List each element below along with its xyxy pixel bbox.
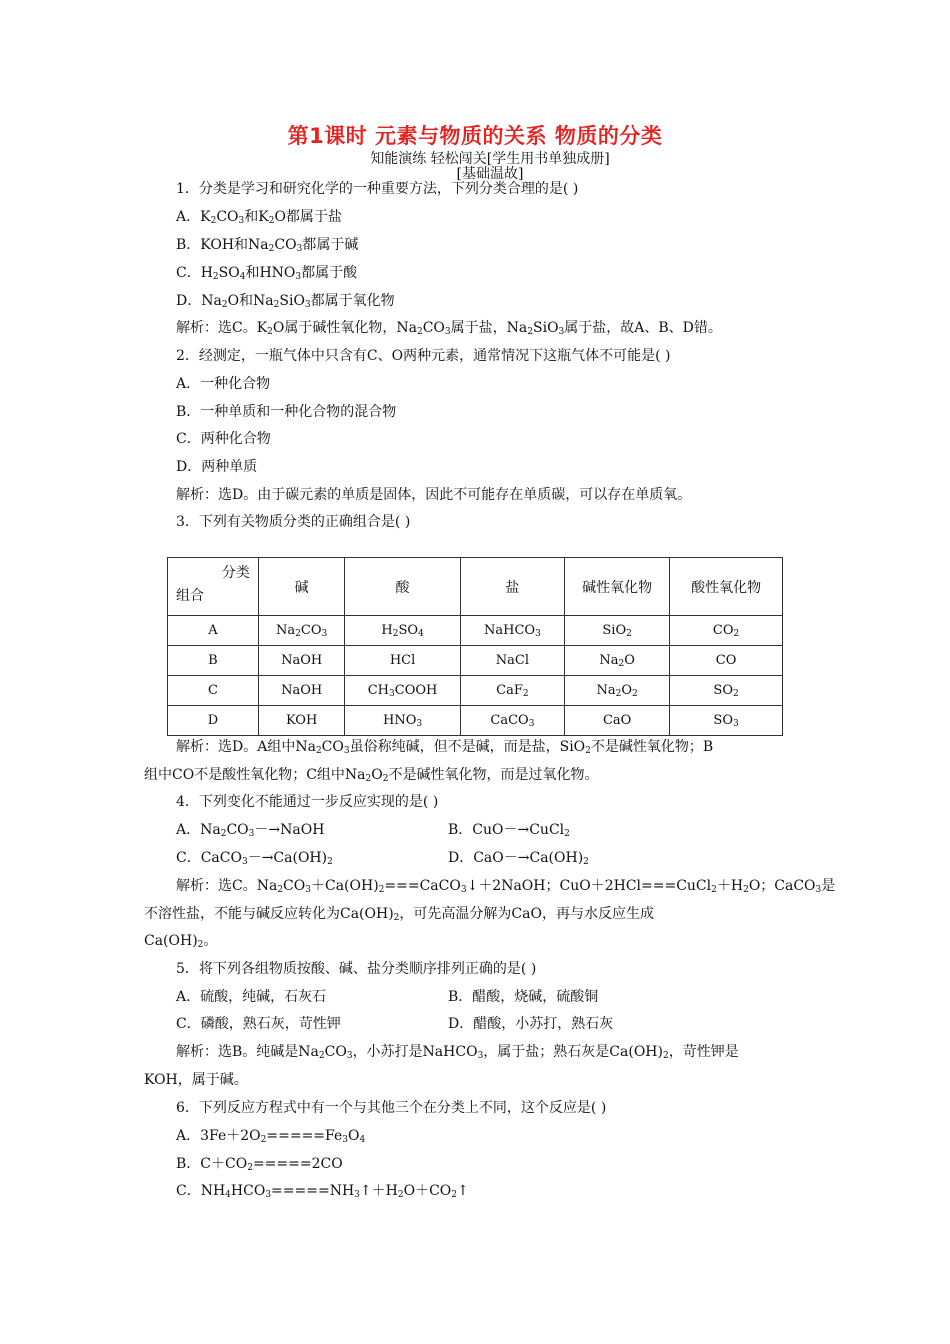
table-cell: CaCO$_3$ <box>460 706 564 736</box>
table-cell: $CH_3COOH$ <box>345 676 460 706</box>
q4-answer-line3: $Ca(OH)_2$。 <box>144 933 218 950</box>
q3-stem: 3．下列有关物质分类的正确组合是( ) <box>176 514 411 530</box>
classification-table <box>167 557 783 736</box>
q3-answer-line1: 解析：选D。A组中$Na_2CO_3$虽俗称纯碱，但不是碱，而是盐，SiO$_2$不是碱性氧化物；B <box>176 739 714 756</box>
q2-stem: 2．经测定，一瓶气体中只含有C、O两种元素，通常情况下这瓶气体不可能是( ) <box>176 348 671 364</box>
table-cell: $Na_2O$ <box>565 646 670 676</box>
table-corner-cell <box>168 558 259 616</box>
q5-answer-line2: KOH，属于碱。 <box>144 1072 248 1088</box>
table-header-row <box>168 558 783 616</box>
corner-bottom-label: 组合 <box>176 588 204 604</box>
q1-stem: 1．分类是学习和研究化学的一种重要方法，下列分类合理的是( ) <box>176 181 579 197</box>
table-row <box>168 676 783 706</box>
q4-option-d: D．$CaO-\to Ca(OH)_2$ <box>448 850 589 867</box>
table-header-cell: 盐 <box>460 558 564 616</box>
section-heading: [基础温故] <box>456 166 524 182</box>
table-cell: $HNO_3$ <box>345 706 460 736</box>
q2-option-c: C．两种化合物 <box>176 431 271 447</box>
table-cell: KOH <box>258 706 345 736</box>
lesson-subtitle: 知能演练 轻松闯关[学生用书单独成册] <box>370 151 610 167</box>
table-cell: NaOH <box>258 676 345 706</box>
table-row-label: B <box>168 646 259 676</box>
table-cell: $SO_2$ <box>670 676 783 706</box>
q1-option-c: C．$H_2SO_4$和$HNO_3$都属于酸 <box>176 265 358 282</box>
table-row <box>168 646 783 676</box>
table-header-cell: 碱性氧化物 <box>565 558 670 616</box>
corner-top-label: 分类 <box>221 565 250 581</box>
q2-answer: 解析：选D。由于碳元素的单质是固体，因此不可能存在单质碳，可以存在单质氧。 <box>176 487 692 503</box>
table-row <box>168 616 783 646</box>
q6-option-b: B．$C+CO_2=====2CO$ <box>176 1156 343 1173</box>
table-header-cell: 酸 <box>345 558 460 616</box>
q1-option-a: A．$K_2CO_3$和$K_2O$都属于盐 <box>176 209 342 226</box>
table-cell: NaOH <box>258 646 345 676</box>
lesson-title: 第1课时 元素与物质的关系 物质的分类 <box>287 124 663 148</box>
q2-option-a: A．一种化合物 <box>176 376 271 392</box>
table-header-cell: 碱 <box>258 558 345 616</box>
q6-option-a: A．$3Fe+2O_2=====Fe_3O_4$ <box>176 1128 366 1145</box>
table-cell: CaF$_2$ <box>460 676 564 706</box>
q4-answer-line2: 不溶性盐，不能与碱反应转化为$Ca(OH)_2$，可先高温分解为CaO，再与水反应生成 <box>144 906 654 923</box>
q4-option-c: C．$CaCO_3-\to Ca(OH)_2$ <box>176 850 333 867</box>
q6-stem: 6．下列反应方程式中有一个与其他三个在分类上不同，这个反应是( ) <box>176 1100 607 1116</box>
table-cell: CO <box>670 646 783 676</box>
table-row-label: C <box>168 676 259 706</box>
q5-stem: 5．将下列各组物质按酸、碱、盐分类顺序排列正确的是( ) <box>176 961 537 977</box>
table-cell: HCl <box>345 646 460 676</box>
q4-answer-line1: 解析：选C。$Na_2CO_3+Ca(OH)_2===CaCO_3↓+2NaOH$；$CuO+2HCl===CuCl_2+H_2O$；CaCO$_3$是 <box>176 878 836 895</box>
table-row-label: D <box>168 706 259 736</box>
q1-option-d: D．$Na_2O$和$Na_2SiO_3$都属于氧化物 <box>176 293 395 310</box>
q6-option-c: C．$NH_4HCO_3=====NH_3↑+H_2O+CO_2↑$ <box>176 1183 469 1200</box>
table-cell: $Na_2CO_3$ <box>258 616 345 646</box>
table-cell: NaHCO$_3$ <box>460 616 564 646</box>
q5-answer-line1: 解析：选B。纯碱是$Na_2CO_3$，小苏打是NaHCO$_3$，属于盐；熟石灰是$Ca(OH)_2$，苛性钾是 <box>176 1044 739 1061</box>
table-row-label: A <box>168 616 259 646</box>
table-cell: $SO_3$ <box>670 706 783 736</box>
table-cell: $Na_2O_2$ <box>565 676 670 706</box>
q3-answer-line2: 组中CO不是酸性氧化物；C组中$Na_2O_2$不是碱性氧化物，而是过氧化物。 <box>144 767 599 784</box>
q1-option-b: B．KOH和$Na_2CO_3$都属于碱 <box>176 237 359 254</box>
q1-answer: 解析：选C。$K_2O$属于碱性氧化物，$Na_2CO_3$属于盐，$Na_2SiO_3$属于盐，故A、B、D错。 <box>176 320 722 337</box>
table-cell: SiO$_2$ <box>565 616 670 646</box>
table-cell: CaO <box>565 706 670 736</box>
q4-option-b: B．CuO－→CuCl$_2$ <box>448 822 570 839</box>
q5-option-c: C．磷酸，熟石灰，苛性钾 <box>176 1016 341 1032</box>
q4-option-a: A．$Na_2CO_3-\to NaOH$ <box>176 822 325 839</box>
table-header-cell: 酸性氧化物 <box>670 558 783 616</box>
table-cell: $CO_2$ <box>670 616 783 646</box>
q5-option-b: B．醋酸，烧碱，硫酸铜 <box>448 989 599 1005</box>
table-cell: NaCl <box>460 646 564 676</box>
q5-option-d: D．醋酸，小苏打，熟石灰 <box>448 1016 614 1032</box>
q4-stem: 4．下列变化不能通过一步反应实现的是( ) <box>176 794 439 810</box>
q2-option-d: D．两种单质 <box>176 459 258 475</box>
table-cell: $H_2SO_4$ <box>345 616 460 646</box>
table-row <box>168 706 783 736</box>
q2-option-b: B．一种单质和一种化合物的混合物 <box>176 404 397 420</box>
q5-option-a: A．硫酸，纯碱，石灰石 <box>176 989 327 1005</box>
